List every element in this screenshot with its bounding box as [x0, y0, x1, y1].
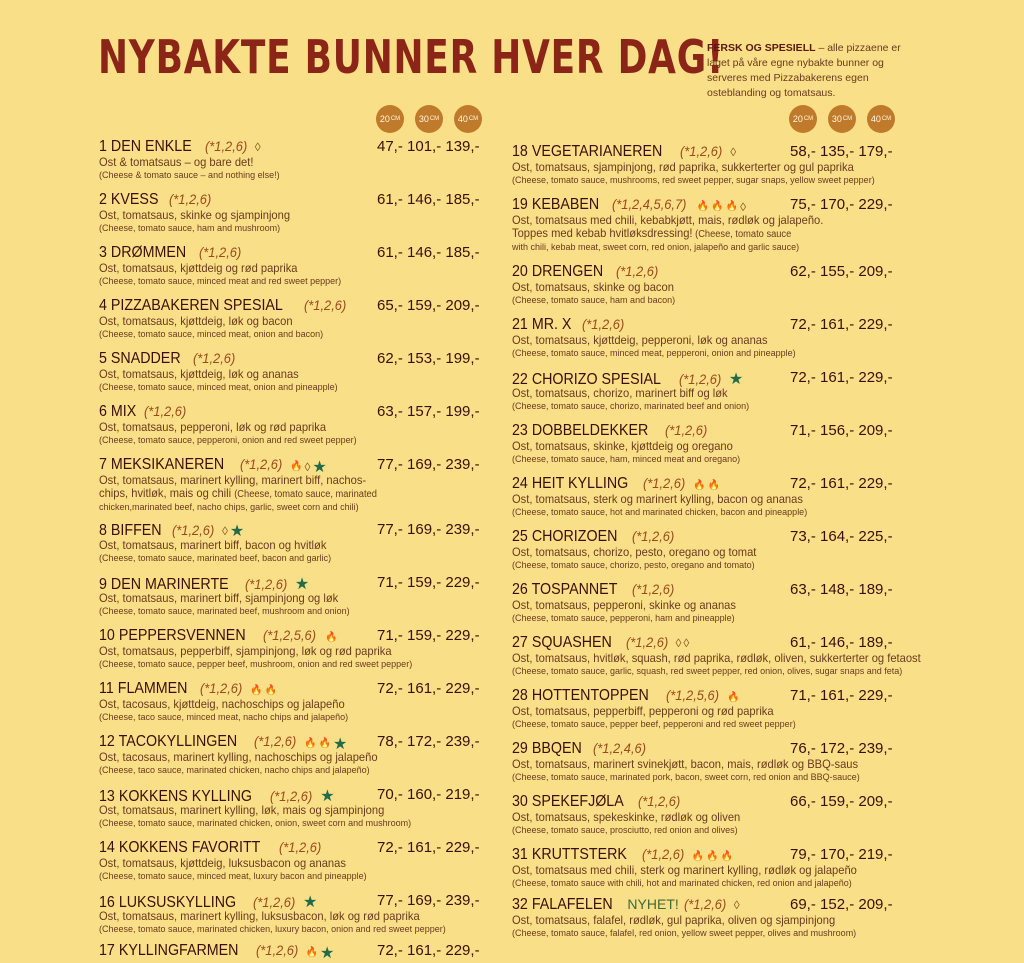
menu-item	[99, 456, 519, 513]
item-name: 18 VEGETARIANEREN	[512, 143, 663, 160]
menu-item	[512, 196, 932, 253]
item-prices: 73,- 164,- 225,-	[790, 528, 893, 545]
allergen-codes: (*1,2,6)	[641, 846, 685, 862]
item-icons	[727, 692, 739, 703]
allergen-codes: (*1,2,6)	[625, 634, 668, 650]
allergen-codes: (*1,2,6)	[254, 733, 297, 749]
item-name: 16 LUKSUSKYLLING	[99, 894, 237, 911]
item-description: Ost, tomatsaus, kjøttdeig, løk og ananas	[99, 367, 299, 381]
item-name: 29 BBQEN	[512, 740, 582, 757]
item-icons	[697, 200, 746, 214]
item-name: 7 MEKSIKANEREN	[99, 456, 225, 473]
allergen-codes: (*1,2,6)	[665, 422, 708, 438]
menu-item	[512, 369, 932, 412]
item-english: (Cheese, tomato sauce, garlic, squash, red sweet pepper, red onion, olives, sugar snaps and feta)	[512, 666, 903, 676]
allergen-codes: (*1,2,6)	[303, 297, 347, 313]
item-description: Ost, tomatsaus, skinke, kjøttdeig og oregano	[512, 439, 733, 453]
item-description: Ost, tomatsaus, kjøttdeig, luksusbacon og ananas	[99, 856, 346, 870]
size-20-badge: 20 CM	[789, 105, 817, 133]
item-english: (Cheese, taco sauce, minced meat, nacho chips and jalapeño)	[99, 712, 349, 722]
chili-strength-icon: 🔥	[304, 738, 317, 749]
intro-body: – alle pizzaene er laget på våre egne nybakte bunner og serveres med Pizzabakerens egen osteblanding og tomatsaus.	[707, 42, 901, 99]
item-description: Ost, tomatsaus, chorizo, pesto, oregano og tomat	[512, 545, 757, 559]
menu-item	[512, 263, 932, 306]
item-description: Ost, tomatsaus, marinert kylling, løk, mais og sjampinjong	[99, 803, 385, 817]
chili-strength-icon: 🔥	[324, 632, 338, 643]
allergen-codes: (*1,2,6)	[616, 263, 659, 279]
item-prices: 77,- 169,- 239,-	[377, 456, 480, 473]
size-30-badge: 30 CM	[828, 105, 856, 133]
chili-strength-icon: 🔥	[696, 201, 710, 212]
allergen-codes: (*1,2,6)	[198, 244, 241, 260]
item-description: Ost, tomatsaus, marinert kylling, marinert biff, nachos-	[99, 473, 367, 487]
size-headers-right	[789, 105, 895, 133]
menu-item	[512, 581, 932, 624]
allergen-codes: (*1,2,6)	[168, 191, 211, 207]
item-name: 6 MIX	[99, 403, 137, 420]
item-prices: 69,- 152,- 209,-	[790, 896, 893, 913]
chili-strength-icon: 🔥	[250, 685, 263, 696]
item-name: 22 CHORIZO SPESIAL	[512, 371, 661, 388]
item-icons	[730, 145, 736, 159]
item-icons	[255, 140, 261, 154]
item-icons	[675, 636, 689, 650]
item-prices: 47,- 101,- 139,-	[377, 138, 480, 155]
item-description: Ost, tomatsaus, marinert kylling, luksusbacon, løk og rød paprika	[99, 909, 420, 923]
item-prices: 72,- 161,- 229,-	[377, 680, 480, 697]
item-english: (Cheese, tomato sauce, minced meat, onion and bacon)	[99, 329, 324, 339]
item-english: (Cheese, tomato sauce with chili, hot and marinated chicken, red onion and jalapeño)	[512, 878, 852, 888]
menu-item	[99, 403, 519, 446]
menu-item	[512, 793, 932, 836]
item-prices: 72,- 161,- 229,-	[790, 475, 893, 492]
item-english: (Cheese, tomato sauce, minced meat, pepperoni, onion and pineapple)	[512, 348, 796, 358]
item-english: (Cheese & tomato sauce – and nothing else!)	[99, 170, 280, 180]
item-english: (Cheese, tomato sauce, pepper beef, pepperoni and red sweet pepper)	[512, 719, 796, 729]
item-name: 31 KRUTTSTERK	[512, 846, 627, 863]
chili-strength-icon: 🔥	[290, 461, 303, 472]
item-description: Ost, tomatsaus, pepperoni, skinke og ananas	[512, 598, 736, 612]
menu-item	[512, 687, 932, 730]
chili-strength-icon: 🔥	[305, 947, 318, 958]
chili-strength-icon: 🔥	[691, 851, 705, 862]
vegetarian-leaf-icon: ◊	[221, 524, 228, 538]
star-icon: ★	[728, 371, 744, 388]
allergen-codes: (*1,2,6)	[253, 894, 296, 910]
chili-strength-icon: 🔥	[725, 201, 739, 212]
item-name: 2 KVESS	[99, 191, 159, 208]
item-name: 17 KYLLINGFARMEN	[99, 942, 239, 959]
item-name: 10 PEPPERSVENNEN	[99, 627, 246, 644]
item-description: Ost, tomatsaus, skinke og sjampinjong	[99, 208, 291, 222]
allergen-codes: (*1,2,6)	[631, 581, 674, 597]
chili-strength-icon: 🔥	[707, 480, 721, 491]
item-english: (Cheese, tomato sauce, ham and mushroom)	[99, 223, 281, 233]
allergen-codes: (*1,2,6)	[240, 456, 283, 472]
item-prices: 72,- 161,- 229,-	[377, 839, 480, 856]
item-description: Ost, tomatsaus, sterk og marinert kylling, bacon og ananas	[512, 492, 803, 506]
vegetarian-leaf-icon: ◊	[675, 636, 682, 650]
menu-item	[512, 528, 932, 571]
item-english: (Cheese, tomato sauce, minced meat and red sweet pepper)	[99, 276, 342, 286]
item-description: Ost, tomatsaus, chorizo, marinert biff og løk	[512, 386, 728, 400]
allergen-codes: (*1,2,6)	[638, 793, 681, 809]
item-prices: 58,- 135,- 179,-	[790, 143, 893, 160]
intro-bold: FERSK OG SPESIELL	[707, 42, 816, 54]
allergen-codes: (*1,2,6)	[255, 942, 298, 958]
item-prices: 78,- 172,- 239,-	[377, 733, 480, 750]
item-name: 19 KEBABEN	[512, 196, 600, 213]
item-description: Ost, tomatsaus, kjøttdeig og rød paprika	[99, 261, 298, 275]
menu-item	[99, 680, 519, 723]
item-prices: 62,- 155,- 209,-	[790, 263, 893, 280]
menu-item	[99, 350, 519, 393]
item-english: (Cheese, tomato sauce, marinated chicken, onion, sweet corn and mushroom)	[99, 818, 412, 828]
item-description: Ost, tomatsaus, spekeskinke, rødløk og oliven	[512, 810, 741, 824]
item-prices: 61,- 146,- 185,-	[377, 244, 480, 261]
item-name: 1 DEN ENKLE	[99, 138, 192, 155]
item-name: 32 FALAFELEN	[512, 896, 613, 913]
item-description: Ost, tomatsaus med chili, sterk og marinert kylling, rødløk og jalapeño	[512, 863, 857, 877]
menu-item	[512, 475, 932, 518]
allergen-codes: (*1,2,5,6)	[665, 687, 719, 703]
allergen-codes: (*1,2,4,5,6,7)	[611, 196, 687, 212]
item-description: Ost, tacosaus, kjøttdeig, nachoschips og jalapeño	[99, 697, 345, 711]
allergen-codes: (*1,2,6)	[200, 680, 243, 696]
item-english: (Cheese, tomato sauce, pepperoni, onion and red sweet pepper)	[99, 435, 357, 445]
star-icon: ★	[229, 523, 245, 540]
vegetarian-leaf-icon: ◊	[740, 199, 747, 214]
size-40-badge: 40 CM	[454, 105, 482, 133]
item-description: Ost, tomatsaus med chili, kebabkjøtt, mais, rødløk og jalapeño.	[512, 213, 824, 227]
item-english: (Cheese, tomato sauce, pepper beef, mushroom, onion and red sweet pepper)	[99, 659, 413, 669]
item-english: (Cheese, tomato sauce, falafel, red onion, yellow sweet pepper, olives and mushroom)	[512, 928, 857, 938]
star-icon: ★	[320, 788, 335, 805]
item-description: Ost, tomatsaus, hvitløk, squash, rød paprika, rødløk, oliven, sukkerterter og fetaost	[512, 651, 921, 665]
page-headline: NYBAKTE BUNNER HVER DAG!	[98, 30, 725, 84]
vegetarian-leaf-icon: ◊	[683, 636, 690, 650]
item-icons	[734, 898, 740, 912]
menu-item	[512, 143, 932, 186]
star-icon: ★	[312, 458, 327, 476]
allergen-codes: (*1,2,6)	[683, 896, 727, 912]
item-description: Ost, tomatsaus, skinke og bacon	[512, 280, 674, 294]
item-icons	[729, 369, 743, 389]
item-prices: 66,- 159,- 209,-	[790, 793, 893, 810]
item-description: Ost, tomatsaus, sjampinjong, rød paprika, sukkerterter og gul paprika	[512, 160, 854, 174]
item-name: 5 SNADDER	[99, 350, 181, 367]
allergen-codes: (*1,2,6)	[204, 138, 248, 154]
item-prices: 71,- 161,- 229,-	[790, 687, 893, 704]
item-english: (Cheese, tomato sauce, ham and bacon)	[512, 295, 676, 305]
item-english: (Cheese, tomato sauce, marinated chicken, luxury bacon, onion and red sweet pepper)	[99, 924, 446, 934]
star-icon: ★	[333, 735, 348, 753]
chili-strength-icon: 🔥	[318, 738, 332, 749]
item-english: (Cheese, taco sauce, marinated chicken, nacho chips and jalapeño)	[99, 765, 370, 775]
menu-item	[512, 740, 932, 783]
item-name: 12 TACOKYLLINGEN	[99, 733, 238, 750]
item-name: 24 HEIT KYLLING	[512, 475, 629, 492]
item-description: Ost, tomatsaus, pepperbiff, pepperoni og rød paprika	[512, 704, 774, 718]
menu-item	[99, 839, 519, 882]
item-prices: 75,- 170,- 229,-	[790, 196, 893, 213]
menu-item	[99, 138, 519, 181]
item-prices: 70,- 160,- 219,-	[377, 786, 480, 803]
item-description: Ost, tacosaus, marinert kylling, nachoschips og jalapeño	[99, 750, 378, 764]
item-description: Ost, tomatsaus, marinert biff, sjampinjong og løk	[99, 591, 339, 605]
allergen-codes: (*1,2,6)	[279, 839, 322, 855]
item-name: 3 DRØMMEN	[99, 244, 187, 261]
vegetarian-leaf-icon: ◊	[304, 459, 311, 474]
item-english: (Cheese, tomato sauce, prosciutto, red onion and olives)	[512, 825, 738, 835]
allergen-codes: (*1,2,6)	[680, 143, 723, 159]
item-prices: 61,- 146,- 189,-	[790, 634, 893, 651]
item-description-text: chips, hvitløk, mais og chili	[99, 486, 232, 500]
allergen-codes: (*1,2,6)	[631, 528, 674, 544]
item-english: (Cheese, tomato sauce, marinated beef, mushroom and onion)	[99, 606, 350, 616]
item-description: Ost, tomatsaus, kjøttdeig, pepperoni, løk og ananas	[512, 333, 768, 347]
item-prices: 61,- 146,- 185,-	[377, 191, 480, 208]
menu-item	[99, 297, 519, 340]
item-english: (Cheese, tomato sauce, chorizo, marinated beef and onion)	[512, 401, 750, 411]
item-prices: 62,- 153,- 199,-	[377, 350, 480, 367]
item-english: with chili, kebab meat, sweet corn, red onion, jalapeño and garlic sauce)	[512, 242, 800, 252]
menu-item	[512, 846, 932, 889]
item-english-inline: (Cheese, tomato sauce	[692, 229, 792, 240]
vegetarian-leaf-icon: ◊	[254, 140, 261, 154]
item-description: Ost, tomatsaus, marinert biff, bacon og hvitløk	[99, 538, 327, 552]
item-english: (Cheese, tomato sauce, minced meat, onion and pineapple)	[99, 382, 338, 392]
item-name: 20 DRENGEN	[512, 263, 604, 280]
chili-strength-icon: 🔥	[693, 480, 706, 491]
size-30-badge: 30 CM	[415, 105, 443, 133]
item-icons	[692, 851, 733, 862]
chili-strength-icon: 🔥	[727, 692, 740, 703]
item-english: chicken,marinated beef, nacho chips, garlic, sweet corn and chili)	[99, 502, 359, 512]
item-prices: 63,- 157,- 199,-	[377, 403, 480, 420]
menu-item	[99, 244, 519, 287]
item-prices: 72,- 161,- 229,-	[790, 369, 893, 386]
item-prices: 72,- 161,- 229,-	[790, 316, 893, 333]
size-20-badge: 20 CM	[376, 105, 404, 133]
star-icon: ★	[302, 894, 318, 911]
allergen-codes: (*1,2,6)	[581, 316, 624, 332]
menu-item	[512, 634, 932, 677]
item-name: 30 SPEKEFJØLA	[512, 793, 624, 810]
item-description: Ost, tomatsaus, falafel, rødløk, gul paprika, oliven og sjampinjong	[512, 913, 836, 927]
menu-item	[99, 521, 519, 564]
item-name: 4 PIZZABAKEREN SPESIAL	[99, 297, 283, 314]
size-headers-left	[376, 105, 482, 133]
allergen-codes: (*1,2,6)	[192, 350, 235, 366]
item-description: Ost, tomatsaus, marinert svinekjøtt, bacon, mais, rødløk og BBQ-saus	[512, 757, 859, 771]
item-description-line2	[512, 227, 903, 241]
menu-item	[99, 191, 519, 234]
item-prices: 76,- 172,- 239,-	[790, 740, 893, 757]
item-name: 26 TOSPANNET	[512, 581, 618, 598]
size-40-badge: 40 CM	[867, 105, 895, 133]
item-name: 28 HOTTENTOPPEN	[512, 687, 649, 704]
item-name: 25 CHORIZOEN	[512, 528, 618, 545]
menu-item	[512, 422, 932, 465]
item-english: (Cheese, tomato sauce, pepperoni, ham and pineapple)	[512, 613, 735, 623]
item-prices: 71,- 159,- 229,-	[377, 574, 480, 591]
item-name: 14 KOKKENS FAVORITT	[99, 839, 261, 856]
item-description: Ost, tomatsaus, pepperbiff, sjampinjong, løk og rød paprika	[99, 644, 392, 658]
item-prices: 65,- 159,- 209,-	[377, 297, 480, 314]
item-prices: 71,- 156,- 209,-	[790, 422, 893, 439]
item-prices: 71,- 159,- 229,-	[377, 627, 480, 644]
allergen-codes: (*1,2,6)	[172, 522, 215, 538]
allergen-codes: (*1,2,5,6)	[263, 627, 317, 643]
star-icon: ★	[294, 576, 310, 593]
item-prices: 63,- 148,- 189,-	[790, 581, 893, 598]
item-icons	[325, 632, 337, 643]
menu-item	[512, 896, 932, 939]
menu-item	[99, 786, 519, 829]
item-english: (Cheese, tomato sauce, hot and marinated chicken, bacon and pineapple)	[512, 507, 808, 517]
menu-item	[99, 942, 519, 960]
star-icon: ★	[319, 944, 335, 962]
item-english: (Cheese, tomato sauce, chorizo, pesto, oregano and tomato)	[512, 560, 755, 570]
item-english: (Cheese, tomato sauce, marinated beef, bacon and garlic)	[99, 553, 332, 563]
item-name: 23 DOBBELDEKKER	[512, 422, 649, 439]
chili-strength-icon: 🔥	[264, 685, 278, 696]
chili-strength-icon: 🔥	[711, 201, 724, 212]
allergen-codes: (*1,2,6)	[643, 475, 686, 491]
item-name: 8 BIFFEN	[99, 522, 162, 539]
item-english: (Cheese, tomato sauce, mushrooms, red sweet pepper, sugar snaps, yellow sweet pepper)	[512, 175, 875, 185]
intro-text	[707, 41, 922, 101]
item-name: 27 SQUASHEN	[512, 634, 612, 651]
allergen-codes: (*1,2,4,6)	[592, 740, 646, 756]
item-name: 11 FLAMMEN	[99, 680, 188, 697]
menu-item	[99, 892, 519, 935]
item-description: Ost, tomatsaus, pepperoni, løk og rød paprika	[99, 420, 327, 434]
menu-item	[99, 733, 519, 776]
chili-strength-icon: 🔥	[720, 851, 734, 862]
allergen-codes: (*1,2,6)	[244, 576, 288, 592]
item-name: 21 MR. X	[512, 316, 572, 333]
item-english-inline: (Cheese, tomato sauce, marinated	[234, 489, 377, 500]
item-english: (Cheese, tomato sauce, ham, minced meat and oregano)	[512, 454, 741, 464]
item-description-text: Toppes med kebab hvitløksdressing!	[512, 226, 693, 240]
item-prices: 79,- 170,- 219,-	[790, 846, 893, 863]
menu-item	[512, 316, 932, 359]
item-prices: 77,- 169,- 239,-	[377, 521, 480, 538]
item-icons	[250, 685, 277, 696]
item-english: (Cheese, tomato sauce, minced meat, luxury bacon and pineapple)	[99, 871, 367, 881]
item-prices: 72,- 161,- 229,-	[377, 942, 480, 959]
allergen-codes: (*1,2,6)	[678, 371, 722, 387]
item-english: (Cheese, tomato sauce, marinated pork, bacon, sweet corn, red onion and BBQ-sauce)	[512, 772, 860, 782]
new-badge: NYHET!	[627, 896, 679, 912]
menu-item	[99, 574, 519, 617]
vegetarian-leaf-icon: ◊	[733, 898, 740, 912]
item-description: Ost, tomatsaus, kjøttdeig, løk og bacon	[99, 314, 293, 328]
item-icons	[693, 480, 720, 491]
item-description: Ost & tomatsaus – og bare det!	[99, 155, 254, 169]
item-name: 9 DEN MARINERTE	[99, 576, 229, 593]
item-description-line2	[99, 487, 490, 501]
item-prices: 77,- 169,- 239,-	[377, 892, 480, 909]
allergen-codes: (*1,2,6)	[144, 403, 187, 419]
item-name: 13 KOKKENS KYLLING	[99, 788, 252, 805]
chili-strength-icon: 🔥	[706, 851, 719, 862]
allergen-codes: (*1,2,6)	[270, 788, 313, 804]
vegetarian-leaf-icon: ◊	[730, 145, 737, 159]
menu-item	[99, 627, 519, 670]
